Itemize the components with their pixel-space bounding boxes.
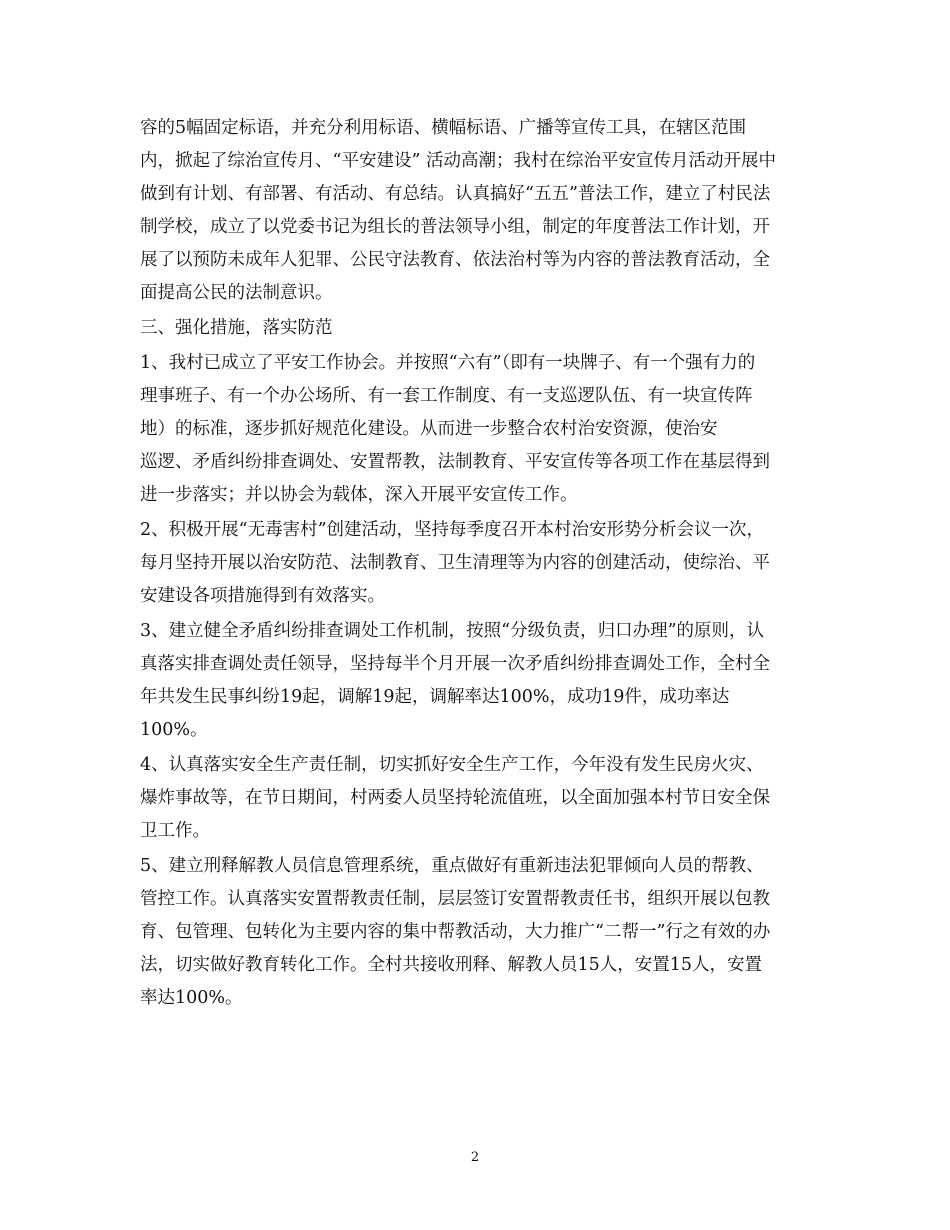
paragraph-line: 做到有计划、有部署、有活动、有总结。认真搞好“五五”普法工作，建立了村民法: [140, 184, 771, 204]
paragraph-line: 地）的标准，逐步抓好规范化建设。从而进一步整合农村治安资源，使治安: [140, 419, 718, 439]
paragraph-line: 面提高公民的法制意识。: [140, 283, 333, 303]
paragraph-line: 4、认真落实安全生产责任制，切实抓好安全生产工作，今年没有发生民房火灾、: [140, 755, 764, 775]
paragraph-line: 管控工作。认真落实安置帮教责任制，层层签订安置帮教责任书，组织开展以包教: [140, 889, 770, 909]
paragraph-line: 1、我村已成立了平安工作协会。并按照“六有”（即有一块牌子、有一个强有力的: [140, 353, 756, 373]
paragraph-line: 卫工作。: [140, 821, 210, 841]
paragraph-line: 100%。: [140, 720, 208, 740]
paragraph-line: 法，切实做好教育转化工作。全村共接收刑释、解教人员15人，安置15人，安置: [140, 955, 763, 975]
paragraph-line: 2、积极开展“无毒害村”创建活动，坚持每季度召开本村治安形势分析会议一次，: [140, 520, 765, 540]
paragraph-line: 5、建立刑释解教人员信息管理系统，重点做好有重新违法犯罪倾向人员的帮教、: [140, 856, 764, 876]
paragraph-line: 真落实排查调处责任领导，坚持每半个月开展一次矛盾纠纷排查调处工作，全村全: [140, 654, 770, 674]
paragraph-line: 制学校，成立了以党委书记为组长的普法领导小组，制定的年度普法工作计划，开: [140, 217, 770, 237]
page-number: 2: [470, 1150, 480, 1165]
paragraph-line: 进一步落实；并以协会为载体，深入开展平安宣传工作。: [140, 485, 578, 505]
paragraph-line: 容的5幅固定标语，并充分利用标语、横幅标语、广播等宣传工具，在辖区范围: [140, 118, 747, 138]
paragraph-line: 内，掀起了综治宣传月、“平安建设” 活动高潮；我村在综治平安宣传月活动开展中: [140, 151, 776, 171]
paragraph-line: 3、建立健全矛盾纠纷排查调处工作机制，按照“分级负责，归口办理”的原则，认: [140, 621, 765, 641]
paragraph-line: 每月坚持开展以治安防范、法制教育、卫生清理等为内容的创建活动，使综治、平: [140, 553, 770, 573]
paragraph-line: 育、包管理、包转化为主要内容的集中帮教活动，大力推广“二帮一”行之有效的办: [140, 922, 771, 942]
paragraph-line: 展了以预防未成年人犯罪、公民守法教育、依法治村等为内容的普法教育活动，全: [140, 250, 770, 270]
section-heading: 三、强化措施，落实防范: [140, 318, 333, 338]
paragraph-line: 巡逻、矛盾纠纷排查调处、安置帮教，法制教育、平安宣传等各项工作在基层得到: [140, 452, 770, 472]
paragraph-line: 爆炸事故等，在节日期间，村两委人员坚持轮流值班，以全面加强本村节日安全保: [140, 788, 770, 808]
paragraph-line: 率达100%。: [140, 988, 243, 1008]
paragraph-line: 年共发生民事纠纷19起，调解19起，调解率达100%，成功19件，成功率达: [140, 687, 730, 707]
paragraph-line: 安建设各项措施得到有效落实。: [140, 586, 385, 606]
paragraph-line: 理事班子、有一个办公场所、有一套工作制度、有一支巡逻队伍、有一块宣传阵: [140, 386, 753, 406]
